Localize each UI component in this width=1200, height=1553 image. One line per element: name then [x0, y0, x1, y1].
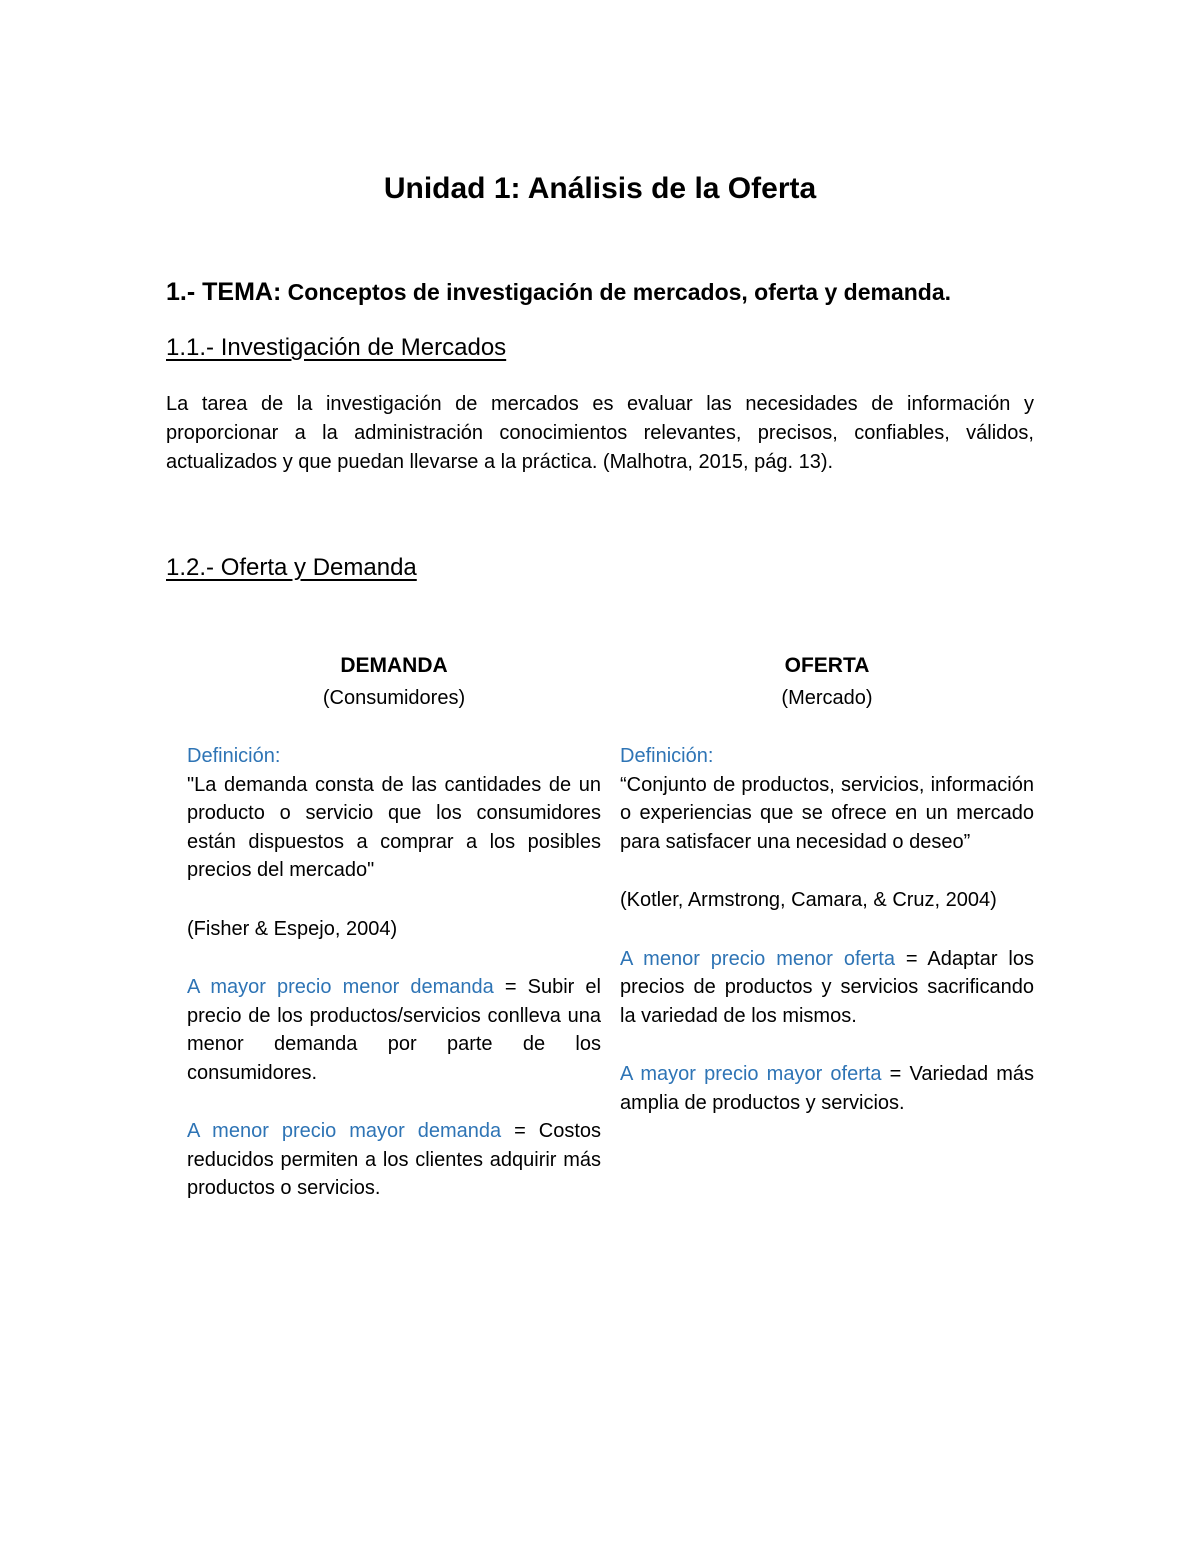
- oferta-rule-2-text: = Variedad más amplia de productos y servicios.: [620, 1063, 1034, 1114]
- oferta-citation: (Kotler, Armstrong, Camara, & Cruz, 2004): [620, 889, 997, 911]
- demanda-title: DEMANDA: [340, 654, 448, 677]
- demanda-rule-2-highlight: A menor precio mayor demanda: [187, 1120, 502, 1142]
- section-heading-oferta-demanda: 1.2.- Oferta y Demanda: [166, 554, 417, 581]
- demanda-rule-1-highlight: A mayor precio menor demanda: [187, 976, 494, 998]
- demanda-rule-1-text: = Subir el precio de los productos/servicios conlleva una menor demanda por parte de los consumidores.: [187, 976, 601, 1084]
- oferta-rule-2: [620, 1060, 1034, 1117]
- oferta-rule-1: [620, 945, 1034, 1031]
- topic-heading: [166, 278, 1036, 307]
- demanda-column: [187, 652, 601, 1203]
- section-heading-investigacion: 1.1.- Investigación de Mercados: [166, 334, 507, 361]
- demanda-rule-2-text: = Costos reducidos permiten a los clientes adquirir más productos o servicios.: [187, 1120, 601, 1199]
- demanda-rule-1: [187, 973, 601, 1087]
- demanda-definition: "La demanda consta de las cantidades de un producto o servicio que los consumidores están dispuestos a comprar a los posibles precios del mercado": [187, 773, 601, 881]
- oferta-rule-1-highlight: A menor precio menor oferta: [620, 947, 895, 970]
- topic-prefix: 1.- TEMA:: [166, 278, 282, 306]
- demanda-definition-label: Definición:: [187, 745, 281, 767]
- section-body-investigacion: La tarea de la investigación de mercados es evaluar las necesidades de información y proporcionar a la administración conocimientos relevantes, precisos, confiables, válidos, actualizados y que puedan llevarse a la práctica. (Malhotra, 2015, pág. 13).: [166, 393, 1034, 473]
- demanda-citation: (Fisher & Espejo, 2004): [187, 917, 398, 940]
- page-title: Unidad 1: Análisis de la Oferta: [383, 172, 817, 205]
- oferta-column: [620, 652, 1034, 1117]
- oferta-definition-label: Definición:: [620, 745, 714, 767]
- oferta-rule-2-highlight: A mayor precio mayor oferta: [620, 1063, 882, 1085]
- demanda-subtitle: (Consumidores): [322, 687, 466, 709]
- topic-text: Conceptos de investigación de mercados, oferta y demanda.: [281, 279, 952, 305]
- oferta-subtitle: (Mercado): [781, 687, 873, 709]
- oferta-title: OFERTA: [784, 654, 870, 677]
- oferta-rule-1-text: = Adaptar los precios de productos y servicios sacrificando la variedad de los mismos.: [620, 947, 1034, 1027]
- demanda-rule-2: [187, 1117, 601, 1203]
- oferta-definition: “Conjunto de productos, servicios, información o experiencias que se ofrece en un mercado para satisfacer una necesidad o deseo”: [620, 773, 1034, 853]
